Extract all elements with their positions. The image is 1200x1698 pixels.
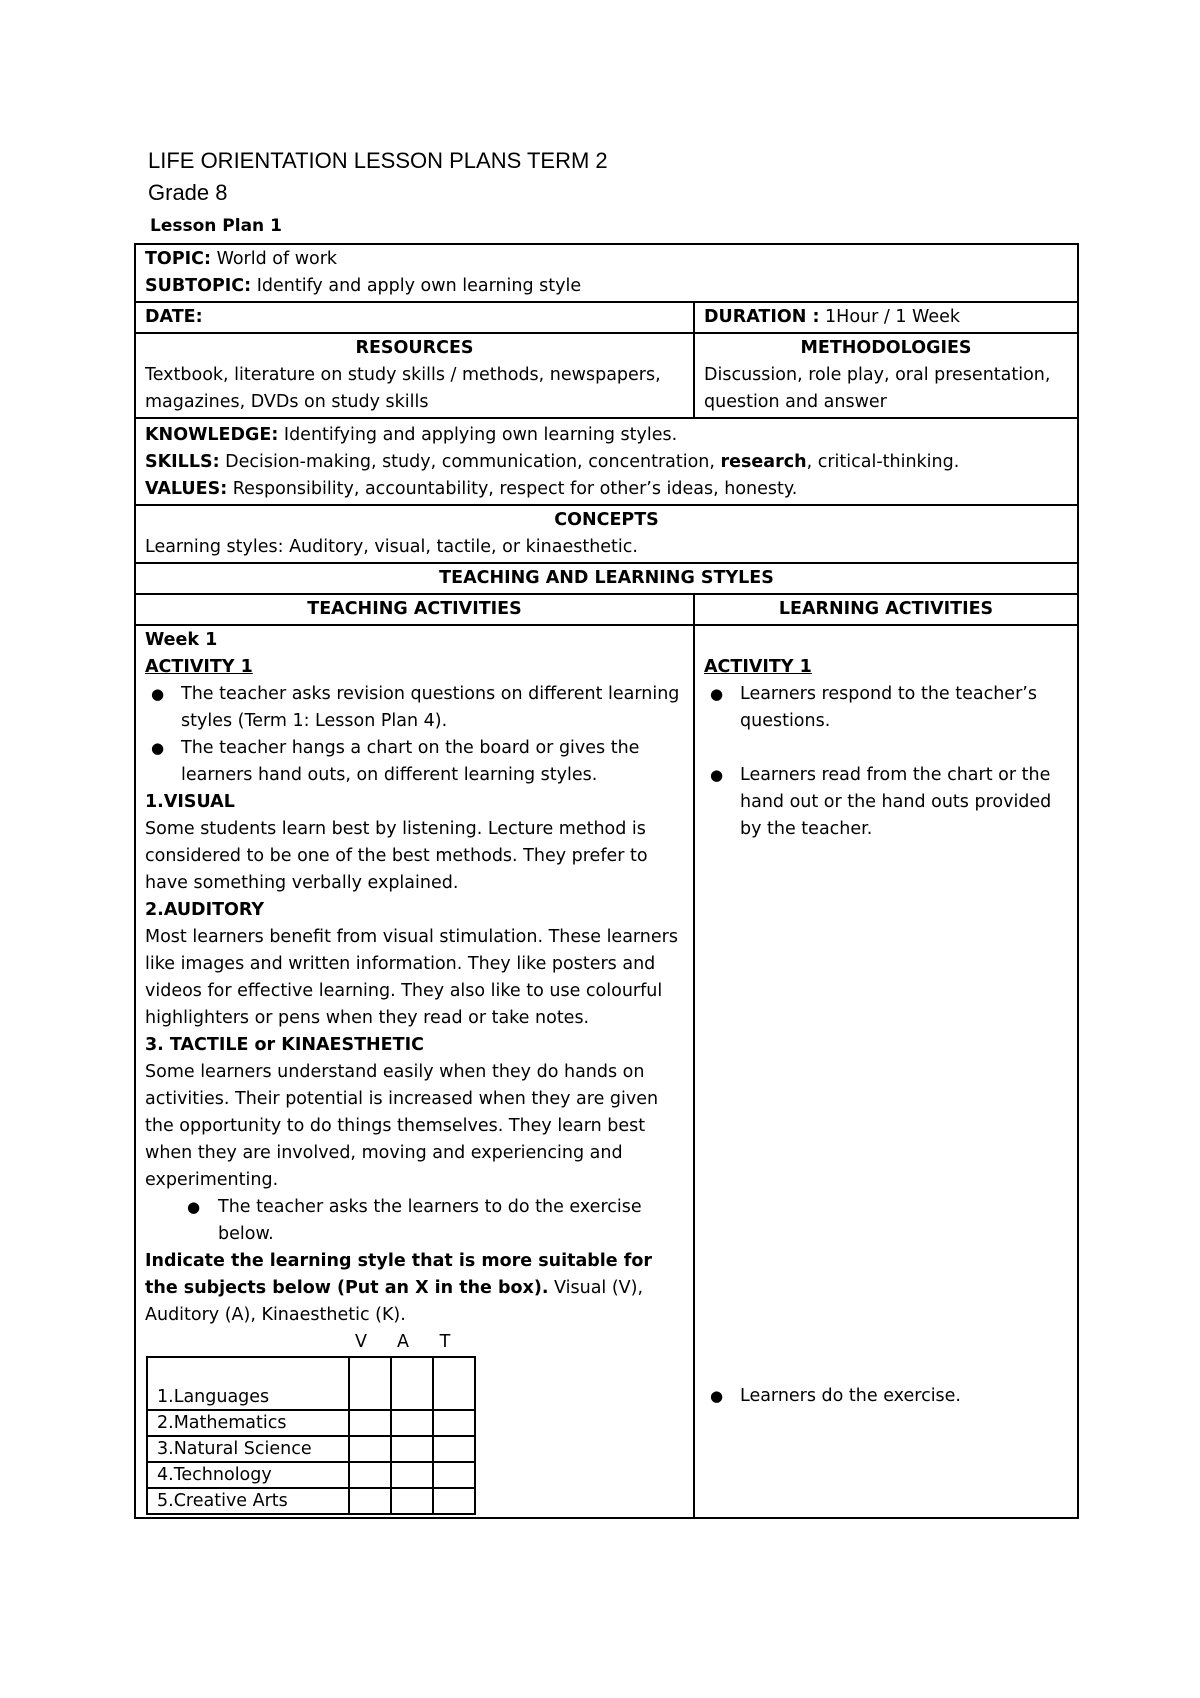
subtopic-label: SUBTOPIC:	[145, 276, 252, 296]
date-cell	[135, 302, 694, 333]
learning-activity-title: ACTIVITY 1	[704, 657, 812, 677]
topic-label: TOPIC:	[145, 249, 211, 269]
tactile-heading: 3. TACTILE or KINAESTHETIC	[145, 1035, 424, 1055]
knowledge-value: Identifying and applying own learning styles.	[278, 425, 678, 445]
spacer	[704, 627, 1068, 654]
subject-name: 4.Technology	[147, 1462, 349, 1488]
skills-value: Decision-making, study, communication, concentration,	[219, 452, 721, 472]
subject-name: 2.Mathematics	[147, 1410, 349, 1436]
bullet-icon: ●	[151, 739, 165, 757]
teaching-bullet-3-text: The teacher asks the learners to do the exercise below.	[218, 1197, 642, 1244]
bullet-icon: ●	[151, 685, 165, 703]
checkbox-a[interactable]	[391, 1488, 433, 1514]
learning-bullet-3-text: Learners do the exercise.	[740, 1386, 961, 1406]
teaching-bullet-3	[145, 1194, 684, 1248]
vat-column-t: T	[439, 1332, 451, 1352]
checkbox-a[interactable]	[391, 1462, 433, 1488]
date-label: DATE:	[145, 307, 203, 327]
activities-row	[135, 625, 1078, 1518]
resources-heading: RESOURCES	[355, 338, 474, 358]
subject-row	[147, 1436, 475, 1462]
resources-cell	[135, 333, 694, 418]
subject-row	[147, 1488, 475, 1514]
subject-name: 3.Natural Science	[147, 1436, 349, 1462]
concepts-row	[135, 505, 1078, 563]
visual-text: Some students learn best by listening. Lecture method is considered to be one of the best methods. They prefer to have something verbally explained.	[145, 819, 648, 893]
checkbox-v[interactable]	[349, 1436, 391, 1462]
teaching-learning-styles-row	[135, 563, 1078, 594]
topic-cell	[135, 244, 1078, 302]
vat-header	[145, 1329, 684, 1356]
topic-value: World of work	[211, 249, 338, 269]
bullet-icon: ●	[710, 685, 724, 703]
knowledge-skills-values-row	[135, 418, 1078, 505]
values-label: VALUES:	[145, 479, 228, 499]
bullet-icon: ●	[710, 766, 724, 784]
methodologies-cell	[694, 333, 1078, 418]
bullet-icon: ●	[187, 1198, 201, 1216]
checkbox-a[interactable]	[391, 1357, 433, 1410]
visual-heading: 1.VISUAL	[145, 792, 235, 812]
date-duration-row	[135, 302, 1078, 333]
subject-name: 1.Languages	[147, 1357, 349, 1410]
subject-name: 5.Creative Arts	[147, 1488, 349, 1514]
checkbox-a[interactable]	[391, 1436, 433, 1462]
tactile-text: Some learners understand easily when they do hands on activities. Their potential is increased when they are given the opportunity to do things themselves. They learn best when they are involved, moving and experiencing and experimenting.	[145, 1062, 659, 1190]
ksv-cell	[135, 418, 1078, 505]
checkbox-v[interactable]	[349, 1488, 391, 1514]
learning-bullet-2	[704, 762, 1068, 843]
checkbox-t[interactable]	[433, 1488, 475, 1514]
teaching-bullet-1	[145, 681, 684, 735]
duration-value: 1Hour / 1 Week	[819, 307, 960, 327]
checkbox-v[interactable]	[349, 1462, 391, 1488]
topic-row	[135, 244, 1078, 302]
learning-bullet-1	[704, 681, 1068, 735]
teaching-learning-styles-heading: TEACHING AND LEARNING STYLES	[135, 563, 1078, 594]
teaching-activities-heading: TEACHING ACTIVITIES	[135, 594, 694, 625]
skills-value-bold: research	[720, 452, 807, 472]
methodologies-heading: METHODOLOGIES	[800, 338, 972, 358]
values-value: Responsibility, accountability, respect for other’s ideas, honesty.	[227, 479, 798, 499]
concepts-heading: CONCEPTS	[554, 510, 659, 530]
checkbox-t[interactable]	[433, 1462, 475, 1488]
learning-activities-cell	[694, 625, 1078, 1518]
learning-bullet-2-text: Learners read from the chart or the hand out or the hand outs provided by the teacher.	[740, 765, 1052, 839]
duration-label: DURATION :	[704, 307, 820, 327]
instruction-rest: Visual (V), Auditory (A), Kinaesthetic (K).	[145, 1278, 644, 1325]
skills-label: SKILLS:	[145, 452, 220, 472]
resources-methodologies-row	[135, 333, 1078, 418]
knowledge-label: KNOWLEDGE:	[145, 425, 279, 445]
concepts-cell	[135, 505, 1078, 563]
methodologies-text: Discussion, role play, oral presentation, question and answer	[704, 365, 1051, 412]
learning-activities-heading: LEARNING ACTIVITIES	[694, 594, 1078, 625]
vat-column-v: V	[355, 1332, 367, 1352]
checkbox-t[interactable]	[433, 1410, 475, 1436]
auditory-text: Most learners benefit from visual stimulation. These learners like images and written information. They like posters and videos for effective learning. They also like to use colourful highlighters or pens when they read or take notes.	[145, 927, 678, 1028]
bullet-icon: ●	[710, 1387, 724, 1405]
week-label: Week 1	[145, 630, 218, 650]
subject-row	[147, 1410, 475, 1436]
learning-bullet-3	[704, 1383, 1068, 1410]
resources-text: Textbook, literature on study skills / methods, newspapers, magazines, DVDs on study skills	[145, 365, 661, 412]
checkbox-a[interactable]	[391, 1410, 433, 1436]
teaching-activities-cell	[135, 625, 694, 1518]
concepts-text: Learning styles: Auditory, visual, tactile, or kinaesthetic.	[145, 537, 638, 557]
learning-style-exercise-table	[146, 1356, 476, 1515]
skills-value-end: , critical-thinking.	[806, 452, 960, 472]
activities-header-row	[135, 594, 1078, 625]
document-title: LIFE ORIENTATION LESSON PLANS TERM 2	[148, 148, 608, 173]
lesson-plan-label: Lesson Plan 1	[150, 216, 282, 236]
auditory-heading: 2.AUDITORY	[145, 900, 265, 920]
checkbox-v[interactable]	[349, 1357, 391, 1410]
checkbox-t[interactable]	[433, 1357, 475, 1410]
duration-cell	[694, 302, 1078, 333]
teaching-bullet-2-text: The teacher hangs a chart on the board or gives the learners hand outs, on different learning styles.	[181, 738, 640, 785]
instruction-bold: Indicate the learning style that is more suitable for the subjects below (Put an X in the box).	[145, 1251, 653, 1298]
grade-heading: Grade 8	[148, 180, 228, 205]
checkbox-v[interactable]	[349, 1410, 391, 1436]
subject-row	[147, 1357, 475, 1410]
spacer	[704, 735, 1068, 762]
subtopic-value: Identify and apply own learning style	[251, 276, 582, 296]
vat-column-a: A	[397, 1332, 409, 1352]
subject-row	[147, 1462, 475, 1488]
checkbox-t[interactable]	[433, 1436, 475, 1462]
exercise-instruction	[145, 1248, 684, 1329]
teaching-activity-title: ACTIVITY 1	[145, 657, 253, 677]
learning-bullet-1-text: Learners respond to the teacher’s questions.	[740, 684, 1037, 731]
lesson-plan-table	[134, 243, 1079, 1519]
teaching-bullet-1-text: The teacher asks revision questions on different learning styles (Term 1: Lesson Plan 4).	[181, 684, 680, 731]
teaching-bullet-2	[145, 735, 684, 789]
